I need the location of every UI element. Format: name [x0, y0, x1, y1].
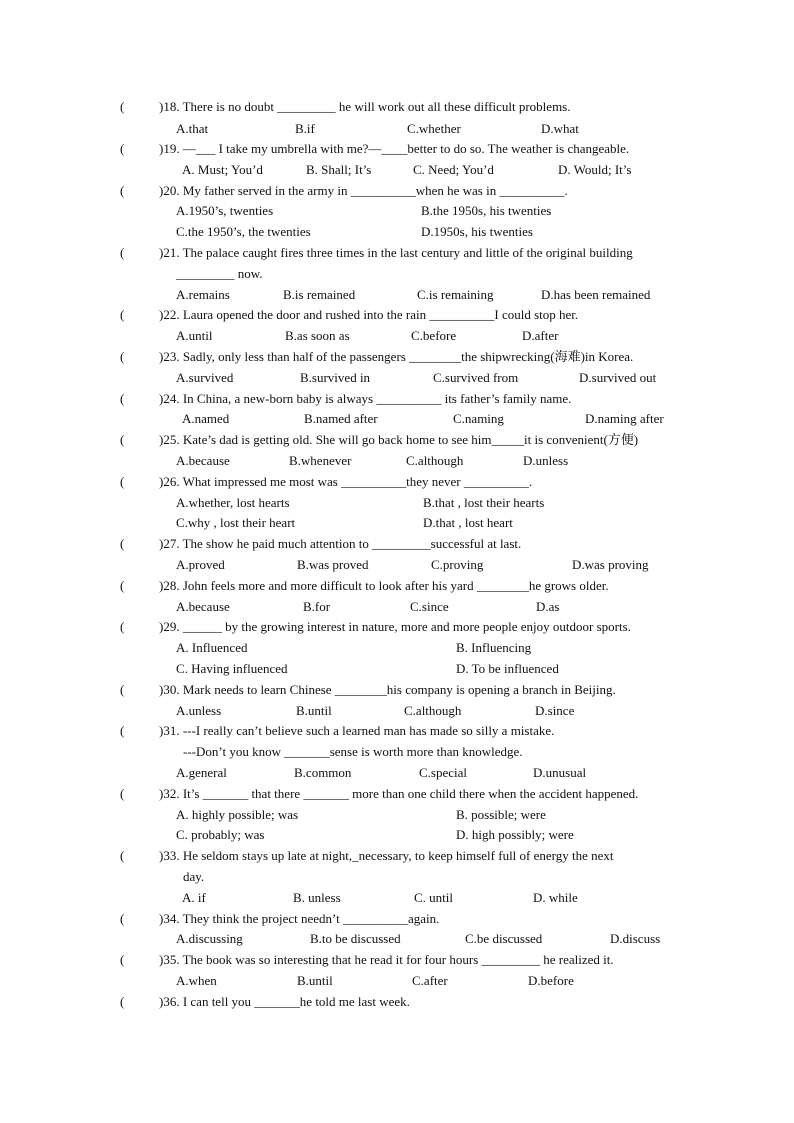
answer-blank-paren[interactable]: ( — [120, 183, 125, 198]
option-b[interactable]: B.the 1950s, his twenties — [421, 203, 552, 218]
option-d[interactable]: D. high possibly; were — [456, 827, 574, 842]
option-b[interactable]: B.until — [296, 703, 332, 718]
option-c[interactable]: C.naming — [453, 411, 504, 426]
option-a[interactable]: A. if — [182, 890, 206, 905]
option-c[interactable]: C.proving — [431, 557, 484, 572]
option-c[interactable]: C.is remaining — [417, 287, 494, 302]
option-a[interactable]: A.unless — [176, 703, 222, 718]
option-d[interactable]: D. To be influenced — [456, 661, 559, 676]
question-stem: )30. Mark needs to learn Chinese ________his company is opening a branch in Beijing. — [159, 682, 616, 697]
question-stem: )36. I can tell you _______he told me last week. — [159, 994, 410, 1009]
option-d[interactable]: D.was proving — [572, 557, 649, 572]
question-stem-continued: ---Don’t you know _______sense is worth more than knowledge. — [183, 744, 523, 759]
answer-blank-paren[interactable]: ( — [120, 578, 125, 593]
answer-blank-paren[interactable]: ( — [120, 723, 125, 738]
question-stem: )24. In China, a new-born baby is always __________ its father’s family name. — [159, 391, 572, 406]
option-a[interactable]: A.when — [176, 973, 217, 988]
option-a[interactable]: A. Influenced — [176, 640, 248, 655]
option-a[interactable]: A.whether, lost hearts — [176, 495, 290, 510]
answer-blank-paren[interactable]: ( — [120, 245, 125, 260]
option-d[interactable]: D. while — [533, 890, 578, 905]
option-c[interactable]: C.since — [410, 599, 449, 614]
question-stem: )33. He seldom stays up late at night,_necessary, to keep himself full of energy the next — [159, 848, 614, 863]
question-stem: )20. My father served in the army in __________when he was in __________. — [159, 183, 568, 198]
answer-blank-paren[interactable]: ( — [120, 536, 125, 551]
option-c[interactable]: C.whether — [407, 121, 461, 136]
option-a[interactable]: A.proved — [176, 557, 225, 572]
question-stem: )19. —___ I take my umbrella with me?—____better to do so. The weather is changeable. — [159, 141, 630, 156]
question-stem: )29. ______ by the growing interest in nature, more and more people enjoy outdoor sports. — [159, 619, 631, 634]
option-d[interactable]: D.discuss — [610, 931, 661, 946]
option-b[interactable]: B. Influencing — [456, 640, 532, 655]
option-c[interactable]: C.although — [406, 453, 464, 468]
answer-blank-paren[interactable]: ( — [120, 786, 125, 801]
option-c[interactable]: C.although — [404, 703, 462, 718]
option-d[interactable]: D.has been remained — [541, 287, 651, 302]
option-b[interactable]: B.to be discussed — [310, 931, 401, 946]
option-a[interactable]: A.named — [182, 411, 230, 426]
option-c[interactable]: C.be discussed — [465, 931, 543, 946]
option-d[interactable]: D.unless — [523, 453, 569, 468]
option-a[interactable]: A.because — [176, 599, 230, 614]
option-b[interactable]: B.until — [297, 973, 333, 988]
answer-blank-paren[interactable]: ( — [120, 432, 125, 447]
answer-blank-paren[interactable]: ( — [120, 619, 125, 634]
option-a[interactable]: A.1950’s, twenties — [176, 203, 274, 218]
option-d[interactable]: D.what — [541, 121, 579, 136]
answer-blank-paren[interactable]: ( — [120, 391, 125, 406]
answer-blank-paren[interactable]: ( — [120, 848, 125, 863]
option-d[interactable]: D.as — [536, 599, 560, 614]
option-d[interactable]: D.since — [535, 703, 575, 718]
option-a[interactable]: A. Must; You’d — [182, 162, 263, 177]
option-a[interactable]: A.survived — [176, 370, 234, 385]
option-a[interactable]: A.remains — [176, 287, 230, 302]
option-c[interactable]: C.the 1950’s, the twenties — [176, 224, 311, 239]
option-b[interactable]: B.for — [303, 599, 331, 614]
option-c[interactable]: C.survived from — [433, 370, 519, 385]
option-d[interactable]: D.that , lost heart — [423, 515, 513, 530]
answer-blank-paren[interactable]: ( — [120, 911, 125, 926]
question-stem: )34. They think the project needn’t __________again. — [159, 911, 440, 926]
question-stem: )25. Kate’s dad is getting old. She will go back home to see him_____it is convenient(方便) — [159, 432, 639, 447]
option-c[interactable]: C. Need; You’d — [413, 162, 494, 177]
option-a[interactable]: A.general — [176, 765, 227, 780]
option-a[interactable]: A.discussing — [176, 931, 243, 946]
option-b[interactable]: B.named after — [304, 411, 378, 426]
answer-blank-paren[interactable]: ( — [120, 349, 125, 364]
option-b[interactable]: B.whenever — [289, 453, 352, 468]
question-stem-continued: day. — [183, 869, 205, 884]
option-a[interactable]: A.because — [176, 453, 230, 468]
option-b[interactable]: B.common — [294, 765, 352, 780]
option-b[interactable]: B.if — [295, 121, 315, 136]
question-stem: )32. It’s _______ that there _______ more than one child there when the accident happened. — [159, 786, 639, 801]
option-c[interactable]: C. probably; was — [176, 827, 265, 842]
option-c[interactable]: C.before — [411, 328, 457, 343]
question-stem: )28. John feels more and more difficult to look after his yard ________he grows older. — [159, 578, 609, 593]
question-stem: )21. The palace caught fires three times in the last century and little of the original building — [159, 245, 633, 260]
question-stem: )18. There is no doubt _________ he will work out all these difficult problems. — [159, 99, 571, 114]
option-a[interactable]: A.that — [176, 121, 209, 136]
question-stem: )27. The show he paid much attention to _________successful at last. — [159, 536, 522, 551]
option-a[interactable]: A.until — [176, 328, 213, 343]
option-b[interactable]: B.that , lost their hearts — [423, 495, 545, 510]
answer-blank-paren[interactable]: ( — [120, 994, 125, 1009]
answer-blank-paren[interactable]: ( — [120, 141, 125, 156]
option-d[interactable]: D. Would; It’s — [558, 162, 632, 177]
option-d[interactable]: D.naming after — [585, 411, 664, 426]
option-d[interactable]: D.1950s, his twenties — [421, 224, 533, 239]
option-d[interactable]: D.after — [522, 328, 559, 343]
answer-blank-paren[interactable]: ( — [120, 682, 125, 697]
answer-blank-paren[interactable]: ( — [120, 952, 125, 967]
option-c[interactable]: C.why , lost their heart — [176, 515, 296, 530]
question-stem: )31. ---I really can’t believe such a learned man has made so silly a mistake. — [159, 723, 555, 738]
question-stem: )26. What impressed me most was __________they never __________. — [159, 474, 533, 489]
option-c[interactable]: C. until — [414, 890, 454, 905]
question-stem: )22. Laura opened the door and rushed into the rain __________I could stop her. — [159, 307, 579, 322]
option-b[interactable]: B.was proved — [297, 557, 369, 572]
option-b[interactable]: B. possible; were — [456, 807, 546, 822]
answer-blank-paren[interactable]: ( — [120, 474, 125, 489]
question-stem: )35. The book was so interesting that he read it for four hours _________ he realized it. — [159, 952, 614, 967]
option-b[interactable]: B.as soon as — [285, 328, 350, 343]
option-c[interactable]: C. Having influenced — [176, 661, 288, 676]
option-b[interactable]: B. Shall; It’s — [306, 162, 372, 177]
answer-blank-paren[interactable]: ( — [120, 99, 125, 114]
option-b[interactable]: B.survived in — [300, 370, 371, 385]
option-b[interactable]: B. unless — [293, 890, 341, 905]
option-a[interactable]: A. highly possible; was — [176, 807, 299, 822]
option-c[interactable]: C.after — [412, 973, 448, 988]
option-b[interactable]: B.is remained — [283, 287, 356, 302]
answer-blank-paren[interactable]: ( — [120, 307, 125, 322]
option-d[interactable]: D.survived out — [579, 370, 657, 385]
question-stem-continued: _________ now. — [176, 266, 263, 281]
option-d[interactable]: D.unusual — [533, 765, 587, 780]
option-d[interactable]: D.before — [528, 973, 574, 988]
question-stem: )23. Sadly, only less than half of the passengers ________the shipwrecking(海难)in Korea. — [159, 349, 634, 364]
option-c[interactable]: C.special — [419, 765, 468, 780]
